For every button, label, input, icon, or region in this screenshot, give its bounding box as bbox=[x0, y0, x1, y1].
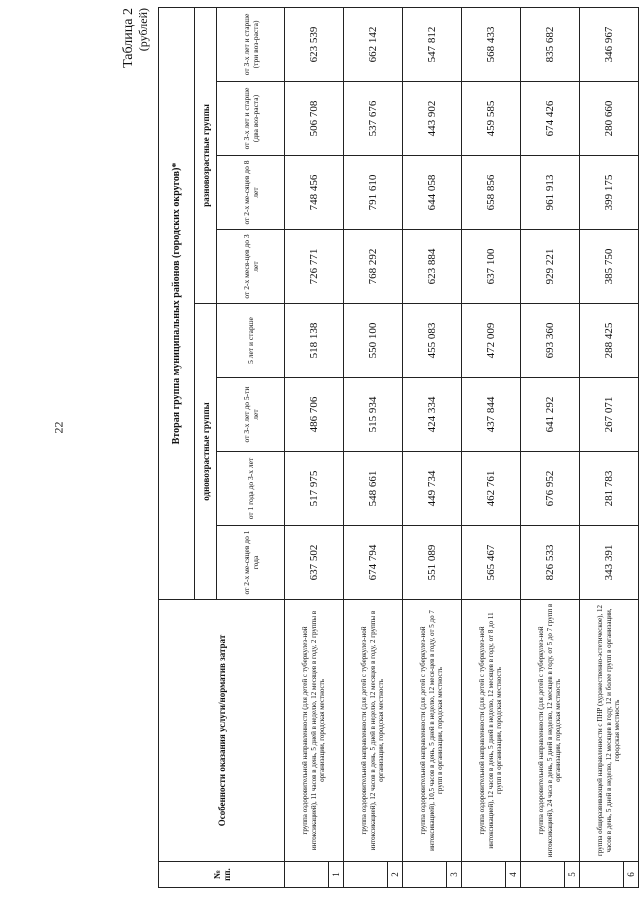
value-cell: 399 175 bbox=[580, 156, 639, 230]
value-cell: 726 771 bbox=[285, 230, 344, 304]
table-label: Таблица 2 bbox=[121, 8, 136, 68]
value-cell: 506 708 bbox=[285, 82, 344, 156]
row-description: группа оздоровительной направленности (для детей с туберкулез-ной интоксикацией), 12 часов в день, 5 дней в неделю, 12 месяцев в году, 2 группы в организации, городская местность bbox=[344, 600, 403, 862]
row-number: 1 bbox=[329, 862, 344, 888]
table-caption bbox=[122, 8, 150, 68]
value-cell: 674 426 bbox=[521, 82, 580, 156]
page-number: 22 bbox=[51, 421, 66, 434]
header-group: Вторая группа муниципальных районов (городских округов)* bbox=[159, 7, 195, 599]
value-cell: 280 660 bbox=[580, 82, 639, 156]
row-number: 6 bbox=[624, 862, 639, 888]
table-row bbox=[403, 7, 447, 887]
row-number: 2 bbox=[388, 862, 403, 888]
value-cell: 346 967 bbox=[580, 7, 639, 81]
table-row bbox=[462, 7, 506, 887]
value-cell: 515 934 bbox=[344, 378, 403, 452]
table-row bbox=[580, 7, 624, 887]
value-cell: 472 009 bbox=[462, 304, 521, 378]
row-number: 4 bbox=[506, 862, 521, 888]
value-cell: 623 539 bbox=[285, 7, 344, 81]
value-cell: 791 610 bbox=[344, 156, 403, 230]
value-cell: 548 661 bbox=[344, 452, 403, 526]
value-cell: 486 706 bbox=[285, 378, 344, 452]
value-cell: 826 533 bbox=[521, 526, 580, 600]
rotated-table-area bbox=[122, 8, 640, 888]
value-cell: 676 952 bbox=[521, 452, 580, 526]
value-cell: 637 502 bbox=[285, 526, 344, 600]
value-cell: 547 812 bbox=[403, 7, 462, 81]
table-row bbox=[344, 7, 388, 887]
header-col: от 3-х лет до 5-ти лет bbox=[217, 378, 285, 452]
value-cell: 443 902 bbox=[403, 82, 462, 156]
header-col: от 2-х ме-сяцев до 1 года bbox=[217, 526, 285, 600]
value-cell: 768 292 bbox=[344, 230, 403, 304]
row-spacer-cell bbox=[344, 862, 388, 888]
header-col: от 2-х ме-сяцев до 8 лет bbox=[217, 156, 285, 230]
value-cell: 641 292 bbox=[521, 378, 580, 452]
value-cell: 517 975 bbox=[285, 452, 344, 526]
row-description: группа оздоровительной направленности (для детей с туберкулез-ной интоксикацией), 12 часов в день, 5 дней в неделю, 12 месяцев в году, от 8 до 11 групп в организации, городская местность bbox=[462, 600, 521, 862]
value-cell: 748 456 bbox=[285, 156, 344, 230]
value-cell: 459 585 bbox=[462, 82, 521, 156]
value-cell: 674 794 bbox=[344, 526, 403, 600]
header-col: от 2-х меся-цев до 3 лет bbox=[217, 230, 285, 304]
header-num: № пп. bbox=[159, 862, 285, 888]
header-col: от 1 года до 3-х лет bbox=[217, 452, 285, 526]
value-cell: 568 433 bbox=[462, 7, 521, 81]
header-col: от 3-х лет и старше (три воз-раста) bbox=[217, 7, 285, 81]
cost-norm-table bbox=[158, 7, 639, 888]
value-cell: 565 467 bbox=[462, 526, 521, 600]
table-row bbox=[521, 7, 565, 887]
header-features: Особенности оказания услуги/норматив затрат bbox=[159, 600, 285, 862]
row-spacer-cell bbox=[521, 862, 565, 888]
value-cell: 662 142 bbox=[344, 7, 403, 81]
value-cell: 455 083 bbox=[403, 304, 462, 378]
row-number: 3 bbox=[447, 862, 462, 888]
value-cell: 437 844 bbox=[462, 378, 521, 452]
table-units: (рублей) bbox=[136, 8, 150, 52]
value-cell: 961 913 bbox=[521, 156, 580, 230]
value-cell: 623 884 bbox=[403, 230, 462, 304]
row-description: группа общеразвивающей направленности с ПНР (художественно-эстетическое), 12 часов в день, 5 дней в неделю, 12 месяцев в году, 12 и более групп в организации, городская местность bbox=[580, 600, 639, 862]
header-mixed-age: разновозрастные группы bbox=[195, 7, 217, 303]
value-cell: 644 058 bbox=[403, 156, 462, 230]
value-cell: 551 089 bbox=[403, 526, 462, 600]
value-cell: 658 856 bbox=[462, 156, 521, 230]
value-cell: 288 425 bbox=[580, 304, 639, 378]
value-cell: 449 734 bbox=[403, 452, 462, 526]
value-cell: 518 138 bbox=[285, 304, 344, 378]
value-cell: 462 761 bbox=[462, 452, 521, 526]
value-cell: 385 750 bbox=[580, 230, 639, 304]
header-same-age: одновозрастные группы bbox=[195, 304, 217, 600]
table-row bbox=[285, 7, 329, 887]
value-cell: 424 334 bbox=[403, 378, 462, 452]
value-cell: 537 676 bbox=[344, 82, 403, 156]
value-cell: 637 100 bbox=[462, 230, 521, 304]
row-description: группа оздоровительной направленности (для детей с туберкулез-ной интоксикацией), 10,5 часов в день, 5 дней в неделю, 12 меся-цев в году, от 5 до 7 групп в организации, городская местность bbox=[403, 600, 462, 862]
row-spacer-cell bbox=[462, 862, 506, 888]
header-col: 5 лет и старше bbox=[217, 304, 285, 378]
row-description: группа оздоровительной направленности (для детей с туберкулез-ной интоксикацией), 24 часа в день, 5 дней в неделю, 12 месяцев в году, от 5 до 7 групп в организации, городская местность bbox=[521, 600, 580, 862]
row-number: 5 bbox=[565, 862, 580, 888]
value-cell: 267 071 bbox=[580, 378, 639, 452]
value-cell: 343 391 bbox=[580, 526, 639, 600]
row-description: группа оздоровительной направленности (для детей с туберкулез-ной интоксикацией), 11 часов в день, 5 дней в неделю, 12 месяцев в году, 2 группы в организации, городская местность bbox=[285, 600, 344, 862]
row-spacer-cell bbox=[580, 862, 624, 888]
value-cell: 929 221 bbox=[521, 230, 580, 304]
value-cell: 835 682 bbox=[521, 7, 580, 81]
row-spacer-cell bbox=[285, 862, 329, 888]
header-col: от 3-х лет и старше (два воз-раста) bbox=[217, 82, 285, 156]
value-cell: 550 100 bbox=[344, 304, 403, 378]
row-spacer-cell bbox=[403, 862, 447, 888]
value-cell: 281 783 bbox=[580, 452, 639, 526]
value-cell: 693 360 bbox=[521, 304, 580, 378]
